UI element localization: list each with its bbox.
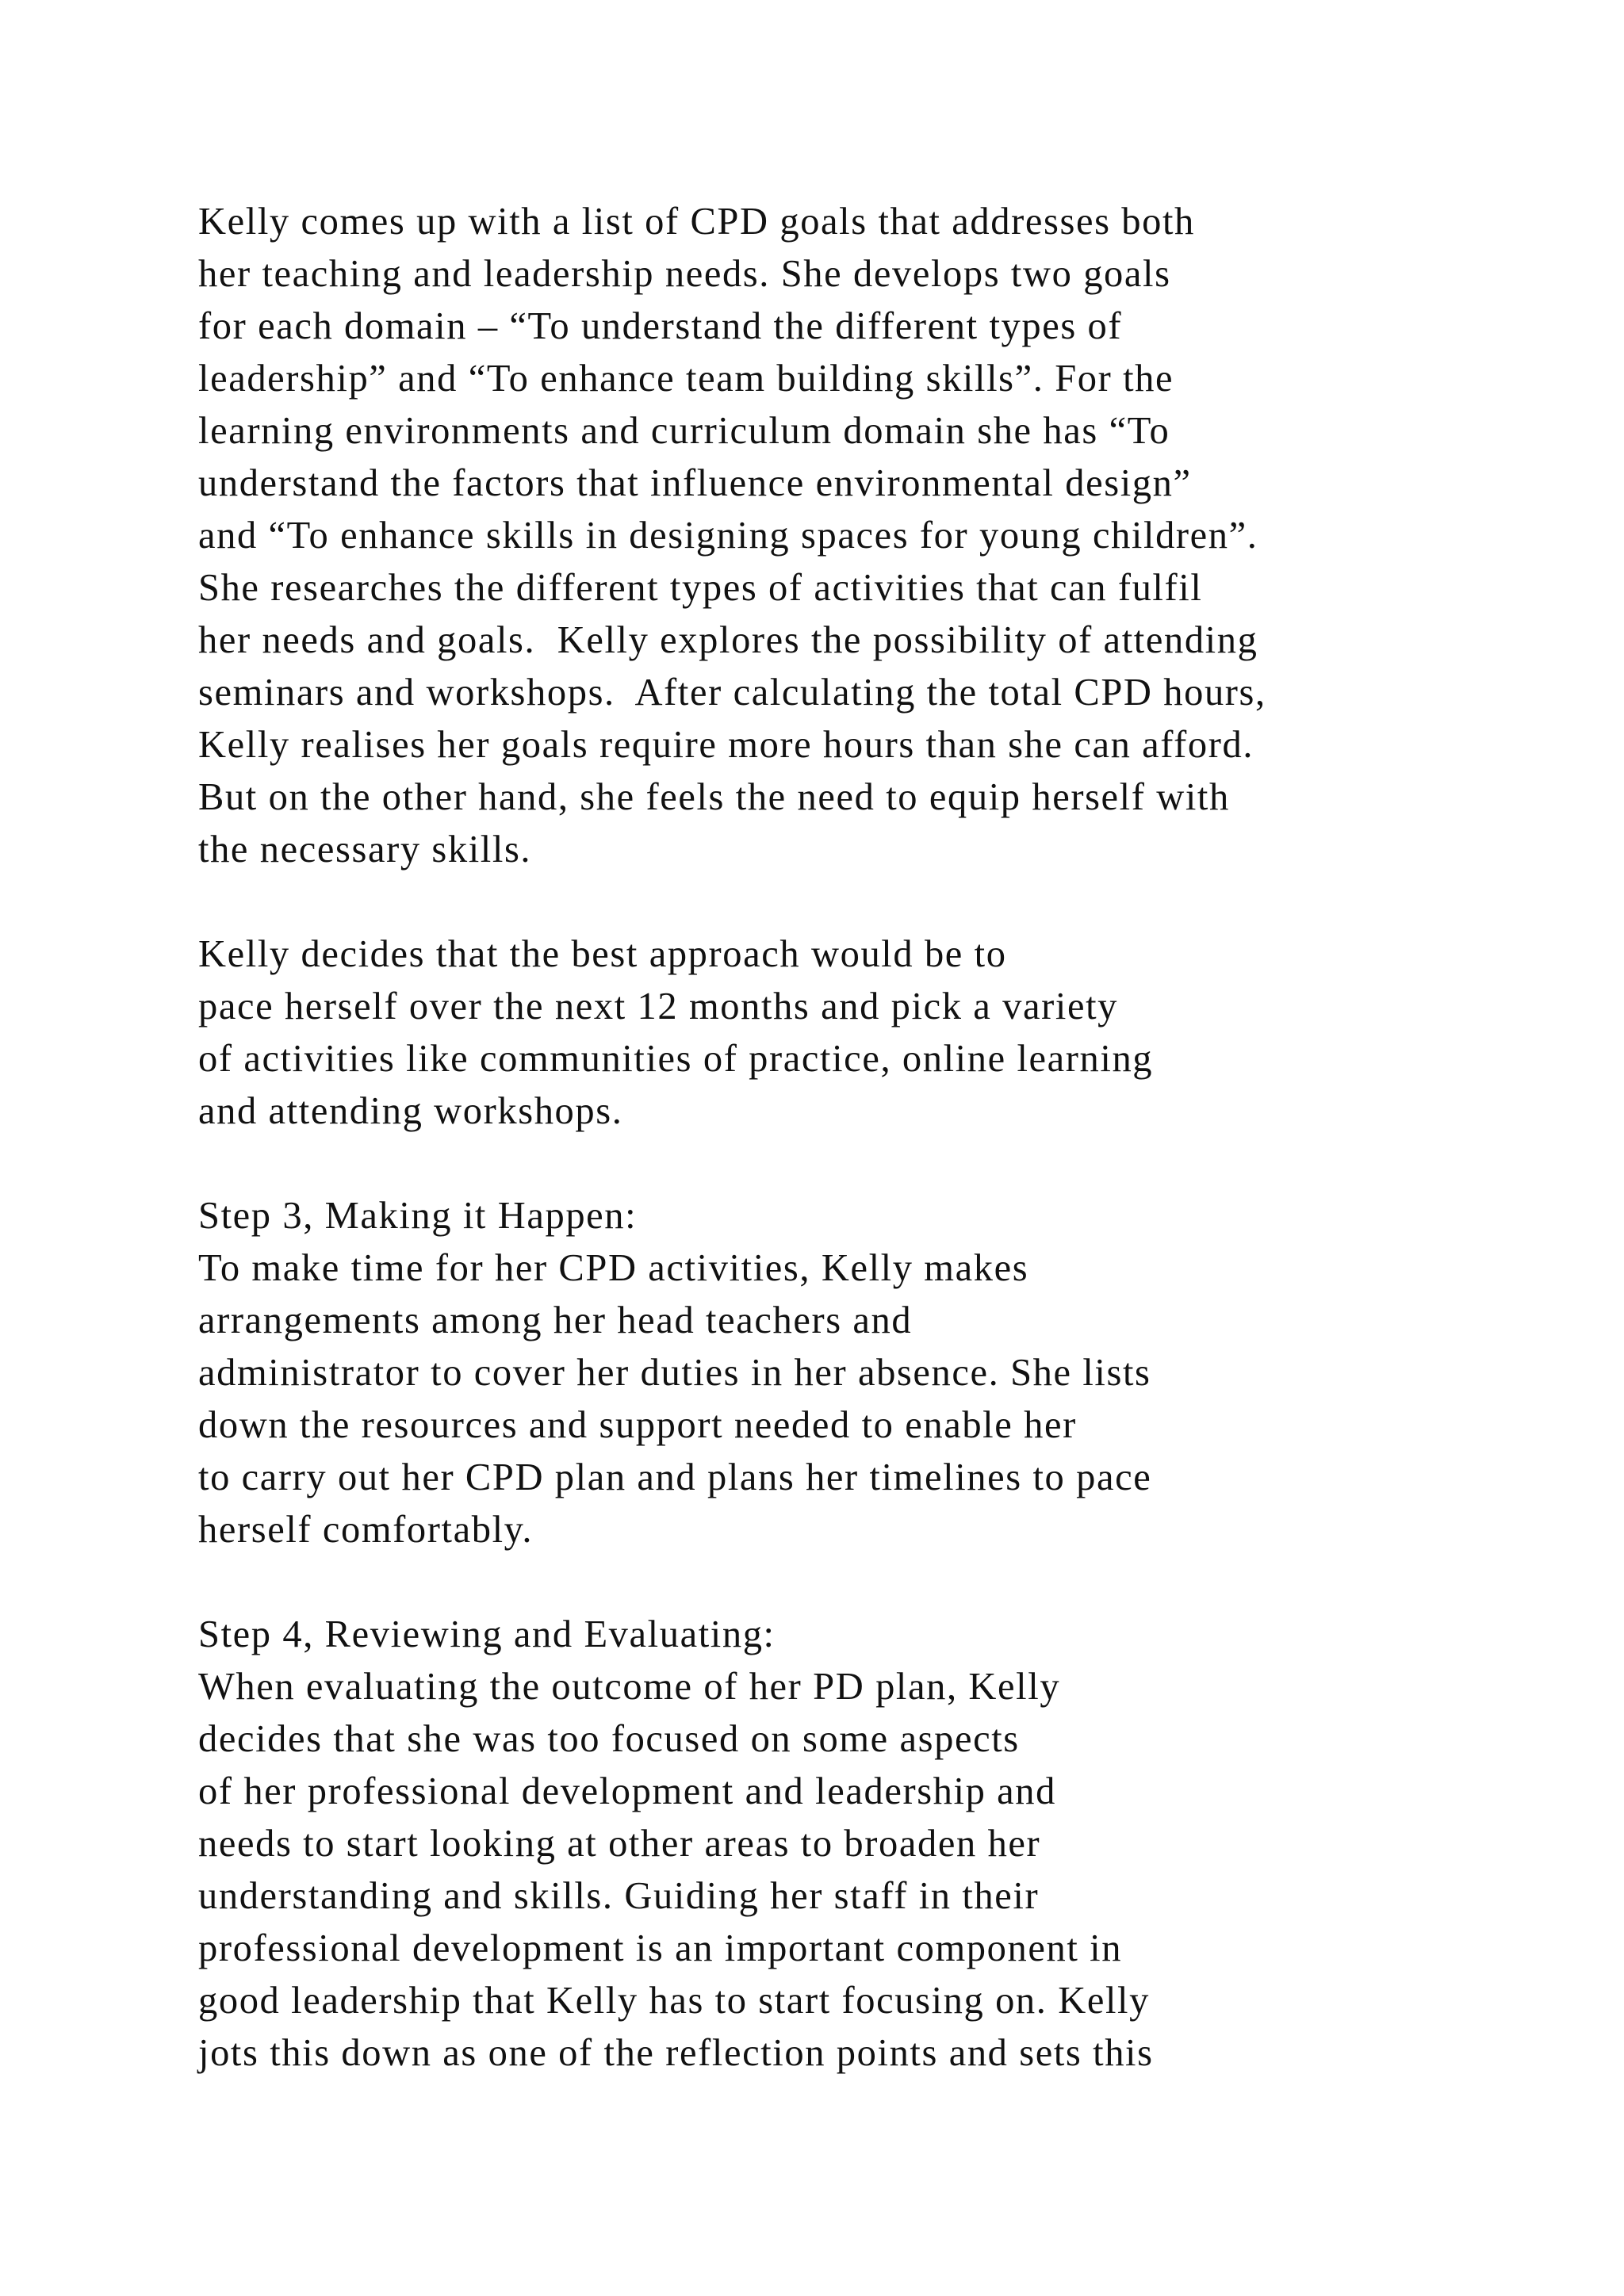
paragraph-step-4 — [198, 1609, 1546, 2080]
text-line: understand the factors that influence environmental design” — [198, 462, 1192, 504]
text-line: But on the other hand, she feels the need to equip herself with — [198, 776, 1230, 818]
text-line: When evaluating the outcome of her PD plan, Kelly — [198, 1666, 1061, 1708]
text-line: administrator to cover her duties in her absence. She lists — [198, 1352, 1151, 1394]
text-line: good leadership that Kelly has to start focusing on. Kelly — [198, 1980, 1150, 2022]
paragraph-best-approach — [198, 928, 1546, 1138]
text-line: arrangements among her head teachers and — [198, 1299, 913, 1341]
text-line: pace herself over the next 12 months and pick a variety — [198, 985, 1118, 1027]
paragraph-gap — [198, 1556, 1546, 1609]
text-line: seminars and workshops. After calculating the total CPD hours, — [198, 672, 1266, 714]
text-line: for each domain – “To understand the different types of — [198, 305, 1123, 347]
text-line: She researches the different types of activities that can fulfil — [198, 567, 1203, 609]
text-line: to carry out her CPD plan and plans her timelines to pace — [198, 1456, 1152, 1498]
paragraph-cpd-goals — [198, 196, 1546, 876]
text-line: Kelly realises her goals require more hours than she can afford. — [198, 724, 1254, 766]
text-line: jots this down as one of the reflection points and sets this — [198, 2032, 1154, 2074]
text-line: leadership” and “To enhance team building skills”. For the — [198, 358, 1174, 400]
text-line: the necessary skills. — [198, 828, 532, 871]
text-line: needs to start looking at other areas to broaden her — [198, 1823, 1041, 1865]
text-line: her needs and goals. Kelly explores the possibility of attending — [198, 619, 1258, 661]
text-line: of activities like communities of practice, online learning — [198, 1038, 1154, 1080]
body-text — [198, 196, 1546, 2080]
paragraph-gap — [198, 876, 1546, 928]
text-line: herself comfortably. — [198, 1509, 534, 1551]
text-line: learning environments and curriculum domain she has “To — [198, 410, 1170, 452]
text-line: of her professional development and leadership and — [198, 1770, 1056, 1812]
text-line: professional development is an important component in — [198, 1927, 1123, 1969]
text-line: To make time for her CPD activities, Kelly makes — [198, 1247, 1029, 1289]
step-heading: Step 4, Reviewing and Evaluating: — [198, 1613, 776, 1655]
text-line: and “To enhance skills in designing spaces for young children”. — [198, 515, 1258, 557]
paragraph-gap — [198, 1138, 1546, 1190]
text-line: down the resources and support needed to enable her — [198, 1404, 1077, 1446]
text-line: and attending workshops. — [198, 1090, 623, 1132]
text-line: Kelly comes up with a list of CPD goals that addresses both — [198, 201, 1195, 243]
text-line: decides that she was too focused on some aspects — [198, 1718, 1020, 1760]
text-line: understanding and skills. Guiding her staff in their — [198, 1875, 1040, 1917]
text-line: Kelly decides that the best approach would be to — [198, 933, 1007, 975]
text-line: her teaching and leadership needs. She develops two goals — [198, 253, 1171, 295]
step-heading: Step 3, Making it Happen: — [198, 1195, 638, 1237]
paragraph-step-3 — [198, 1190, 1546, 1556]
